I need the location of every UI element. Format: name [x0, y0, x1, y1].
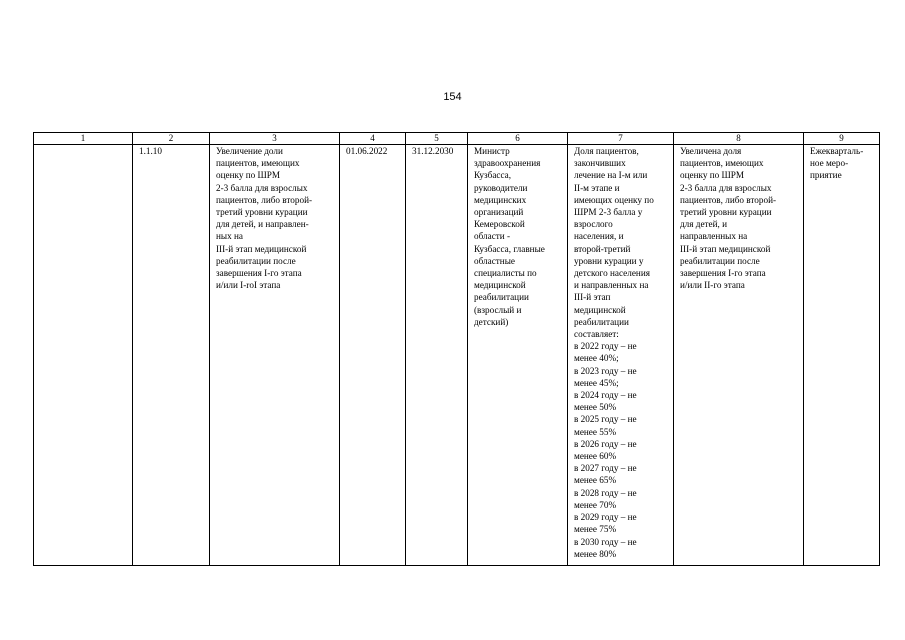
cell-line: в 2025 году – не: [574, 414, 637, 425]
cell-line: завершения I-го этапа: [216, 268, 302, 279]
cell-end-date: [406, 145, 468, 566]
cell-line: третий уровни курации: [680, 207, 772, 218]
cell-line: детского населения: [574, 268, 650, 279]
cell-col-1: [34, 145, 133, 566]
cell-result: [674, 145, 804, 566]
cell-line: III-й этап медицинской: [680, 243, 771, 254]
cell-line: составляет:: [574, 329, 619, 340]
cell-line: менее 80%: [574, 548, 617, 559]
cell-line: в 2023 году – не: [574, 365, 637, 376]
cell-line: II-м этапе и: [574, 182, 620, 193]
cell-line: пациентов, имеющих: [216, 158, 300, 169]
header-col-8: 8: [674, 133, 804, 145]
cell-line: здравоохранения: [474, 158, 541, 169]
cell-line: третий уровни курации: [216, 207, 308, 218]
cell-line: Увеличена доля: [680, 146, 742, 156]
cell-line: уровни курации у: [574, 255, 644, 266]
header-col-2: 2: [133, 133, 210, 145]
cell-line: менее 40%;: [574, 353, 619, 364]
cell-line: III-й этап медицинской: [216, 243, 307, 254]
cell-line: ных на: [216, 231, 243, 242]
cell-line: реабилитации после: [680, 255, 760, 266]
cell-line: области -: [474, 231, 511, 242]
cell-line: оценку по ШРМ: [680, 170, 745, 181]
cell-line: Министр: [474, 146, 510, 156]
cell-line: (взрослый и: [474, 304, 522, 315]
cell-line: специалисты по: [474, 268, 537, 279]
cell-line: реабилитации: [574, 316, 629, 327]
cell-line: областные: [474, 255, 515, 266]
cell-responsible: [468, 145, 568, 566]
cell-line: в 2026 году – не: [574, 438, 637, 449]
cell-line: менее 70%: [574, 499, 617, 510]
header-col-7: 7: [568, 133, 674, 145]
cell-line: в 2027 году – не: [574, 463, 637, 474]
cell-line: менее 60%: [574, 451, 617, 462]
cell-indicator: [568, 145, 674, 566]
cell-line: для детей, и: [680, 219, 728, 230]
cell-line: Доля пациентов,: [574, 146, 639, 156]
cell-item-number: [133, 145, 210, 566]
cell-line: в 2029 году – не: [574, 512, 637, 523]
cell-line: направленных на: [680, 231, 748, 242]
cell-line: организаций: [474, 207, 524, 218]
cell-line: лечение на I-м или: [574, 170, 648, 181]
cell-line: пациентов, либо второй-: [216, 194, 313, 205]
cell-line: ное меро-: [810, 158, 849, 169]
header-row: [34, 133, 880, 145]
table-row: [34, 145, 880, 566]
cell-line: 2-3 балла для взрослых: [216, 182, 308, 193]
cell-line: менее 55%: [574, 426, 617, 437]
header-col-1: 1: [34, 133, 133, 145]
cell-line: реабилитации: [474, 292, 529, 303]
cell-line: III-й этап: [574, 292, 611, 303]
cell-line: в 2030 году – не: [574, 536, 637, 547]
cell-line: пациентов, либо второй-: [680, 194, 777, 205]
cell-frequency: [804, 145, 880, 566]
cell-line: руководители: [474, 182, 528, 193]
cell-line: и/или I-roI этапа: [216, 280, 281, 291]
cell-line: для детей, и направлен-: [216, 219, 309, 230]
cell-line: 31.12.2030: [412, 146, 454, 156]
cell-line: второй-третий: [574, 243, 631, 254]
cell-line: завершения I-го этапа: [680, 268, 766, 279]
measures-table: [33, 132, 880, 566]
cell-start-date: [340, 145, 406, 566]
cell-line: детский): [474, 316, 509, 327]
cell-line: реабилитации после: [216, 255, 296, 266]
header-col-6: 6: [468, 133, 568, 145]
cell-line: в 2024 году – не: [574, 390, 637, 401]
cell-line: медицинской: [574, 304, 626, 315]
header-col-9: 9: [804, 133, 880, 145]
cell-line: ШРМ 2-3 балла у: [574, 207, 643, 218]
page-number: 154: [443, 91, 462, 103]
cell-line: Ежекварталь-: [810, 146, 864, 156]
header-col-4: 4: [340, 133, 406, 145]
cell-line: менее 65%: [574, 475, 617, 486]
cell-line: 2-3 балла для взрослых: [680, 182, 772, 193]
cell-line: 1.1.10: [139, 146, 162, 156]
header-col-3: 3: [210, 133, 340, 145]
cell-line: и/или II-го этапа: [680, 280, 745, 291]
cell-line: в 2028 году – не: [574, 487, 637, 498]
cell-line: Увеличение доли: [216, 146, 283, 156]
cell-line: менее 45%;: [574, 377, 619, 388]
cell-line: в 2022 году – не: [574, 341, 637, 352]
cell-line: пациентов, имеющих: [680, 158, 764, 169]
header-col-5: 5: [406, 133, 468, 145]
cell-line: Кузбасса,: [474, 170, 512, 181]
cell-line: населения, и: [574, 231, 624, 242]
cell-line: Кемеровской: [474, 219, 525, 230]
cell-line: медицинской: [474, 280, 526, 291]
cell-measure-name: [210, 145, 340, 566]
cell-line: менее 75%: [574, 524, 617, 535]
cell-line: закончивших: [574, 158, 626, 169]
cell-line: Кузбасса, главные: [474, 243, 545, 254]
cell-line: и направленных на: [574, 280, 649, 291]
cell-line: приятие: [810, 170, 842, 181]
cell-line: имеющих оценку по: [574, 194, 654, 205]
cell-line: оценку по ШРМ: [216, 170, 281, 181]
cell-line: 01.06.2022: [346, 146, 388, 156]
cell-line: менее 50%: [574, 402, 617, 413]
cell-line: медицинских: [474, 194, 527, 205]
cell-line: взрослого: [574, 219, 613, 230]
